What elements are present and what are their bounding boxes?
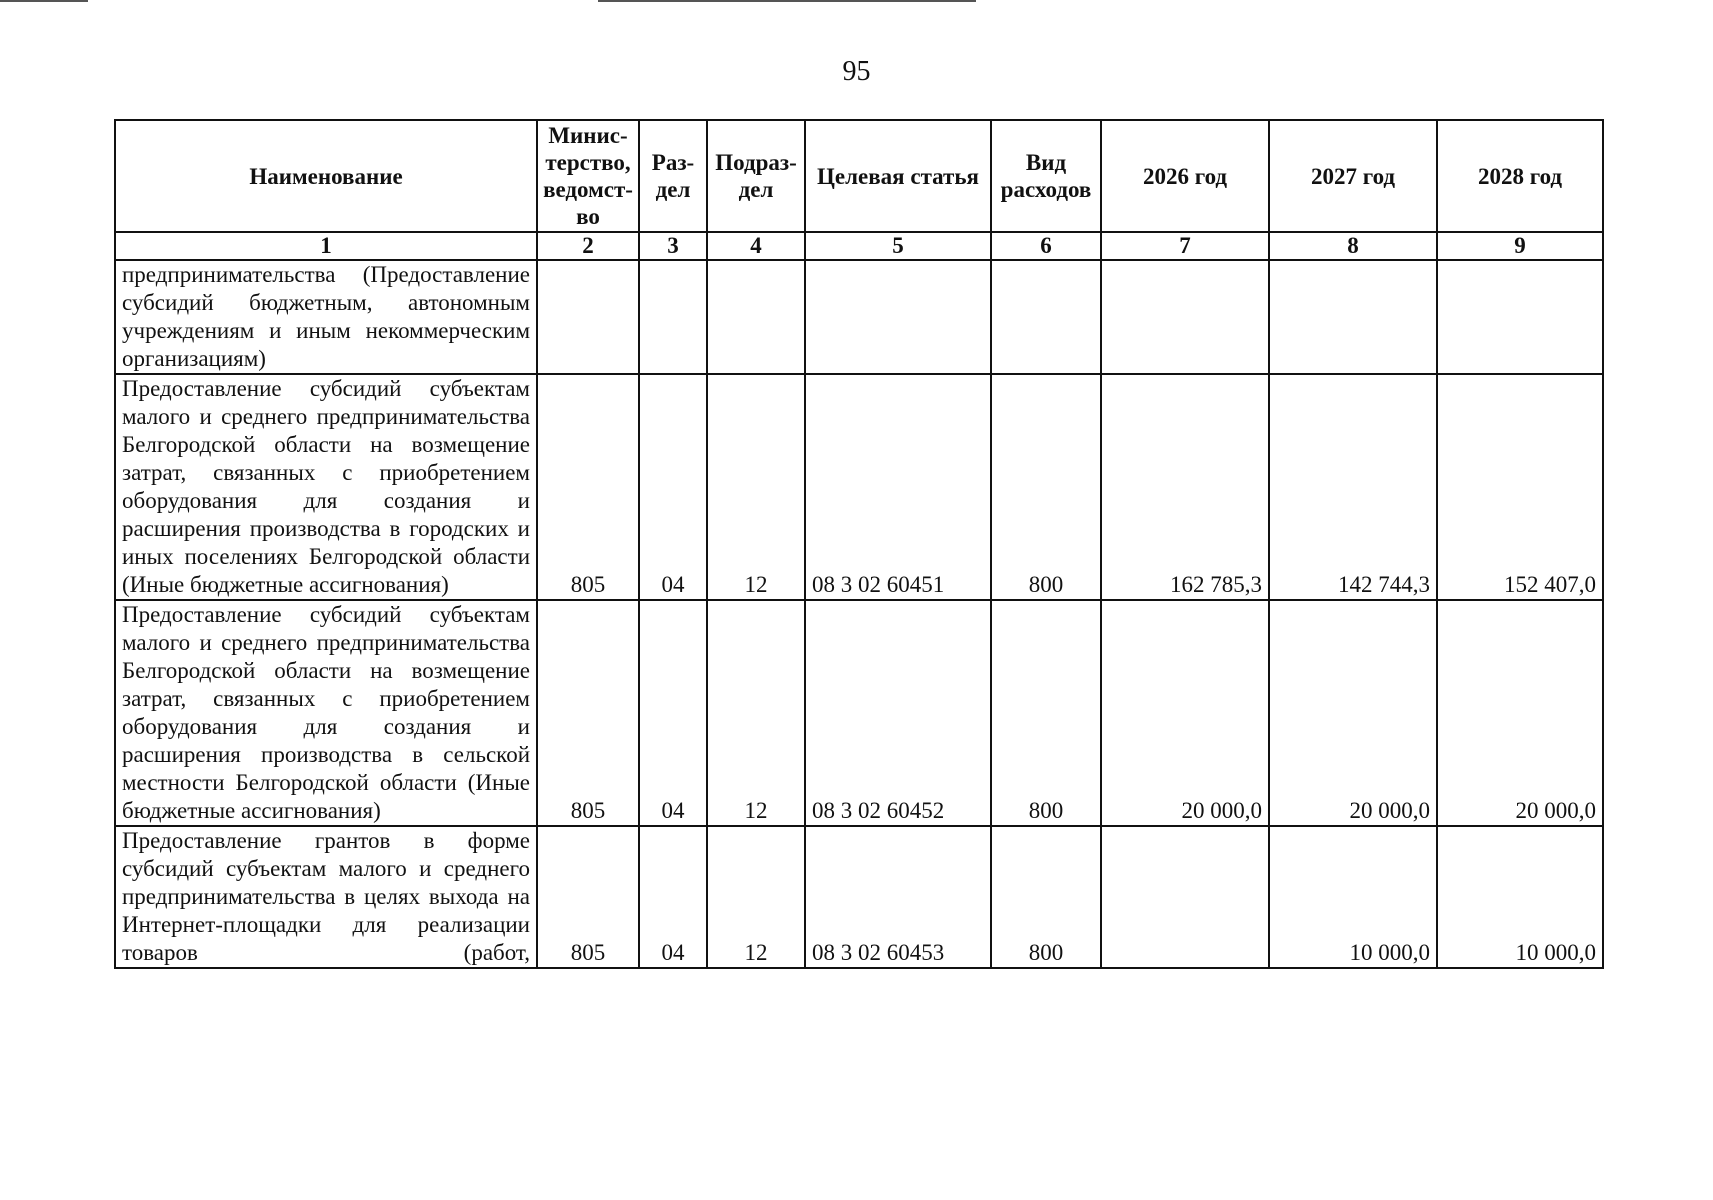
page-number: 95 [842, 56, 871, 87]
row-2027: 20 000,0 [1269, 600, 1437, 826]
row-expense-type [991, 260, 1101, 374]
scan-edge-line [598, 0, 976, 2]
table-row [115, 374, 1603, 600]
header-2027: 2027 год [1269, 120, 1437, 232]
table-row [115, 260, 1603, 374]
header-2028: 2028 год [1437, 120, 1603, 232]
header-target-article: Целевая статья [805, 120, 991, 232]
row-2026 [1101, 826, 1269, 968]
row-name: предпринимательства (Предоставление субсидий бюджетным, автономным учреждениям и иным некоммерческим организациям) [115, 260, 537, 374]
row-expense-type: 800 [991, 600, 1101, 826]
row-section: 04 [639, 374, 707, 600]
row-expense-type: 800 [991, 374, 1101, 600]
row-target-article: 08 3 02 60453 [805, 826, 991, 968]
column-number: 2 [537, 232, 639, 260]
row-2027: 10 000,0 [1269, 826, 1437, 968]
row-ministry: 805 [537, 600, 639, 826]
header-section: Раз-дел [639, 120, 707, 232]
column-number: 3 [639, 232, 707, 260]
table-header-row [115, 120, 1603, 232]
table-row [115, 600, 1603, 826]
column-number: 1 [115, 232, 537, 260]
table-row [115, 826, 1603, 968]
row-2028: 20 000,0 [1437, 600, 1603, 826]
row-name: Предоставление грантов в форме субсидий субъектам малого и среднего предпринимательства в целях выхода на Интернет-площадки для реализации товаров (работ, [115, 826, 537, 968]
header-2026: 2026 год [1101, 120, 1269, 232]
row-2026: 20 000,0 [1101, 600, 1269, 826]
row-2027 [1269, 260, 1437, 374]
row-target-article: 08 3 02 60451 [805, 374, 991, 600]
column-number: 9 [1437, 232, 1603, 260]
column-number-row [115, 232, 1603, 260]
header-subsection: Подраз-дел [707, 120, 805, 232]
row-subsection: 12 [707, 826, 805, 968]
row-ministry: 805 [537, 374, 639, 600]
row-ministry: 805 [537, 826, 639, 968]
row-ministry [537, 260, 639, 374]
row-2026: 162 785,3 [1101, 374, 1269, 600]
header-ministry: Минис-терство, ведомст-во [537, 120, 639, 232]
row-target-article [805, 260, 991, 374]
budget-table [114, 119, 1604, 969]
row-subsection: 12 [707, 374, 805, 600]
row-2027: 142 744,3 [1269, 374, 1437, 600]
row-target-article: 08 3 02 60452 [805, 600, 991, 826]
row-2026 [1101, 260, 1269, 374]
row-section [639, 260, 707, 374]
row-name: Предоставление субсидий субъектам малого и среднего предпринимательства Белгородской области на возмещение затрат, связанных с приобретением оборудования для создания и расширения производства в городских и иных поселениях Белгородской области (Иные бюджетные ассигнования) [115, 374, 537, 600]
row-expense-type: 800 [991, 826, 1101, 968]
row-section: 04 [639, 826, 707, 968]
row-subsection: 12 [707, 600, 805, 826]
column-number: 5 [805, 232, 991, 260]
row-2028: 152 407,0 [1437, 374, 1603, 600]
header-expense-type: Вид расходов [991, 120, 1101, 232]
column-number: 8 [1269, 232, 1437, 260]
row-2028 [1437, 260, 1603, 374]
row-section: 04 [639, 600, 707, 826]
row-name: Предоставление субсидий субъектам малого и среднего предпринимательства Белгородской области на возмещение затрат, связанных с приобретением оборудования для создания и расширения производства в сельской местности Белгородской области (Иные бюджетные ассигнования) [115, 600, 537, 826]
column-number: 7 [1101, 232, 1269, 260]
scan-edge-line [0, 0, 88, 2]
row-subsection [707, 260, 805, 374]
row-2028: 10 000,0 [1437, 826, 1603, 968]
column-number: 4 [707, 232, 805, 260]
header-name: Наименование [115, 120, 537, 232]
column-number: 6 [991, 232, 1101, 260]
